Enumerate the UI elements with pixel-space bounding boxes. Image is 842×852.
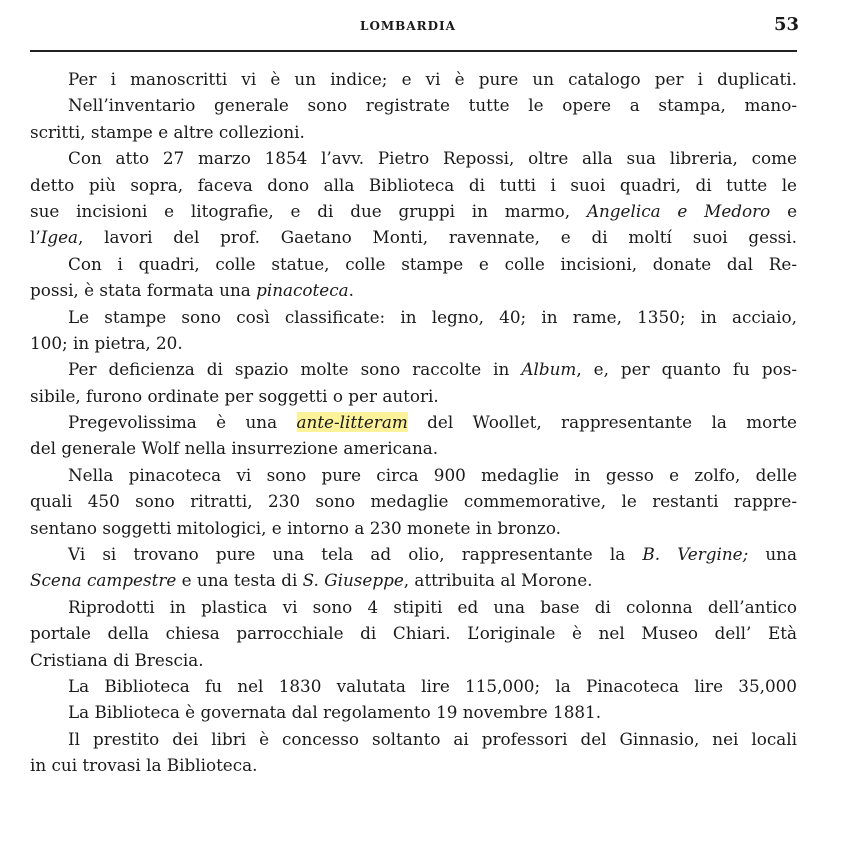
text-run: e una testa di (176, 570, 303, 591)
text-line (30, 383, 797, 409)
text-line (30, 541, 797, 567)
text-run: Vi si trovano pure una tela ad olio, rappresentante la (68, 544, 643, 565)
italic-term: Igea (40, 227, 79, 248)
text-run: scritti, stampe e altre collezioni. (30, 121, 305, 142)
text-line (30, 224, 797, 250)
text-run: Riprodotti in plastica vi sono 4 stipiti ed una base di colonna dell’antico (68, 596, 797, 617)
page-header (0, 0, 842, 50)
text-run: Il prestito dei libri è concesso soltanto ai professori del Ginnasio, nei locali (68, 728, 797, 749)
text-line (30, 145, 797, 171)
italic-term: Album (521, 359, 577, 380)
text-run: l’ (30, 227, 41, 248)
text-run: Pregevolissima è una (68, 412, 297, 433)
italic-term: B. Vergine; (642, 544, 749, 565)
text-line (30, 699, 797, 725)
text-run: 100; in pietra, 20. (30, 332, 183, 353)
text-line (30, 66, 797, 92)
text-line (30, 304, 797, 330)
text-run: Le stampe sono così classificate: in legno, 40; in rame, 1350; in acciaio, (68, 306, 797, 327)
text-line (30, 92, 797, 118)
body-text (30, 66, 797, 779)
text-line (30, 251, 797, 277)
text-run: sue incisioni e litografie, e di due gruppi in marmo, (30, 200, 587, 221)
text-run: Per i manoscritti vi è un indice; e vi è pure un catalogo per i duplicati. (68, 69, 797, 89)
text-run: sentano soggetti mitologici, e intorno a 230 monete in bronzo. (30, 517, 561, 538)
text-line (30, 198, 797, 224)
text-line (30, 409, 797, 435)
text-run: del generale Wolf nella insurrezione americana. (30, 438, 439, 459)
italic-term: S. Giuseppe (302, 570, 404, 591)
text-run: Nella pinacoteca vi sono pure circa 900 medaglie in gesso e zolfo, delle (68, 464, 797, 485)
running-head: LOMBARDIA (360, 19, 456, 33)
highlighted-term: ante-litteram (296, 412, 408, 433)
text-line (30, 435, 797, 461)
text-line (30, 647, 797, 673)
text-run: e (770, 200, 798, 221)
header-rule (30, 50, 797, 52)
italic-term: pinacoteca (256, 280, 349, 301)
text-run: , attribuita al Morone. (403, 570, 593, 591)
italic-term: Angelica e Medoro (586, 200, 771, 221)
text-line (30, 594, 797, 620)
text-run: . (348, 280, 354, 301)
text-run: possi, è stata formata una (30, 280, 257, 301)
text-line (30, 277, 797, 303)
text-run: sibile, furono ordinate per soggetti o per autori. (30, 385, 439, 406)
text-line (30, 726, 797, 752)
text-line (30, 620, 797, 646)
text-run: quali 450 sono ritratti, 230 sono medaglie commemorative, le restanti rappre- (30, 491, 797, 512)
text-line (30, 673, 797, 699)
text-run: portale della chiesa parrocchiale di Chiari. L’originale è nel Museo dell’ Età (30, 623, 797, 644)
text-run: in cui trovasi la Biblioteca. (30, 755, 258, 776)
text-run: detto più sopra, faceva dono alla Biblioteca di tutti i suoi quadri, di tutte le (30, 174, 797, 195)
text-line (30, 172, 797, 198)
text-run: La Biblioteca fu nel 1830 valutata lire 115,000; la Pinacoteca lire 35,000 (68, 675, 797, 696)
text-run: La Biblioteca è governata dal regolamento 19 novembre 1881. (68, 702, 602, 723)
text-run: una (748, 544, 797, 565)
text-line (30, 356, 797, 382)
text-line (30, 462, 797, 488)
text-run: Con i quadri, colle statue, colle stampe e colle incisioni, donate dal Re- (68, 253, 797, 274)
text-run: Nell’inventario generale sono registrate tutte le opere a stampa, mano- (68, 95, 797, 116)
text-run: Con atto 27 marzo 1854 l’avv. Pietro Repossi, oltre alla sua libreria, come (68, 148, 797, 169)
text-run: del Woollet, rappresentante la morte (407, 412, 797, 433)
italic-term: Scena campestre (30, 570, 177, 591)
text-line (30, 330, 797, 356)
text-line (30, 567, 797, 593)
page-number: 53 (774, 14, 800, 35)
text-run: Per deficienza di spazio molte sono raccolte in (68, 359, 522, 380)
text-run: , lavori del prof. Gaetano Monti, ravennate, e di moltí suoi gessi. (78, 227, 797, 248)
text-run: , e, per quanto fu pos- (576, 359, 797, 380)
text-run: Cristiana di Brescia. (30, 649, 204, 670)
text-line (30, 515, 797, 541)
text-line (30, 119, 797, 145)
text-line (30, 752, 797, 778)
text-line (30, 488, 797, 514)
